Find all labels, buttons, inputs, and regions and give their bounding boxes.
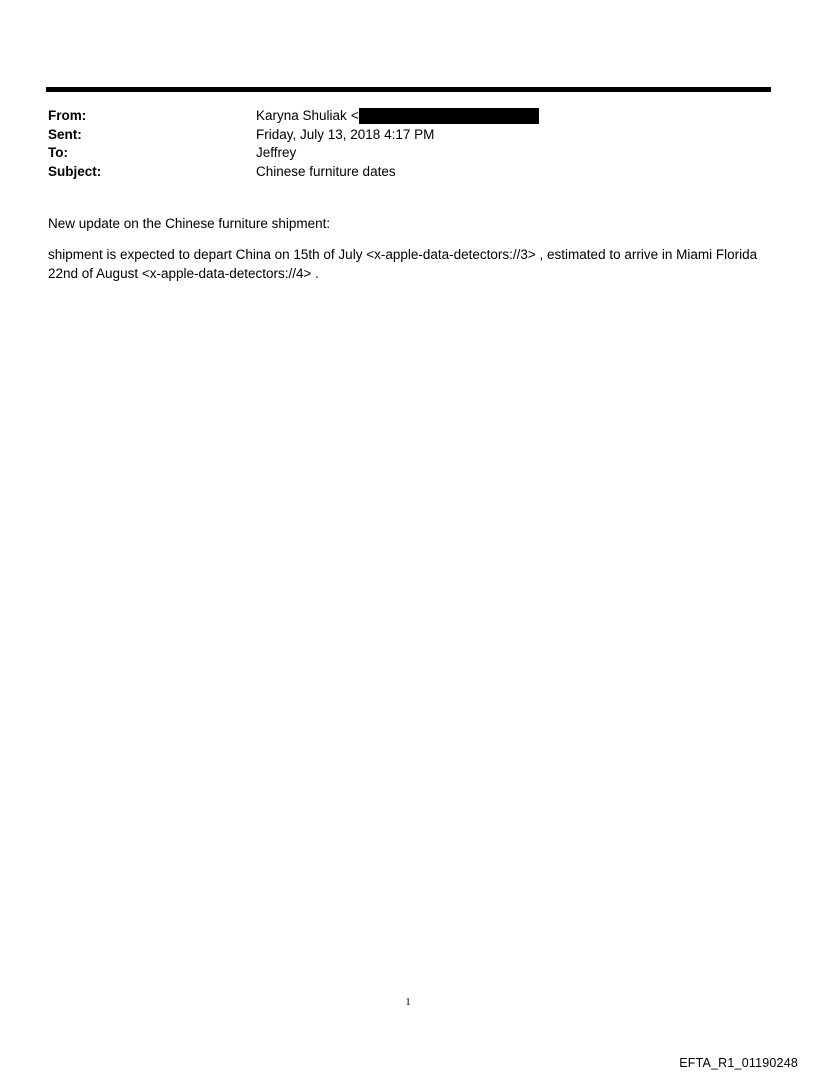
sent-label: Sent: <box>48 126 82 142</box>
body-paragraph-2: shipment is expected to depart China on 15th of July <x-apple-data-detectors://3> , estimated to arrive in Miami Florida 22nd of August <x-apple-data-detectors://4> . <box>48 247 758 281</box>
redaction-box <box>359 108 539 124</box>
to-label: To: <box>48 145 68 160</box>
subject-value: Chinese furniture dates <box>256 163 396 179</box>
from-value: Karyna Shuliak <box>256 108 347 123</box>
from-label: From: <box>48 108 87 123</box>
subject-row <box>48 163 768 182</box>
body-paragraph-1: New update on the Chinese furniture shipment: <box>48 216 331 231</box>
from-bracket: < <box>350 108 359 123</box>
to-value: Jeffrey <box>256 145 297 160</box>
email-header <box>48 107 768 181</box>
from-value-container <box>256 107 539 126</box>
subject-label: Subject: <box>48 163 102 179</box>
bates-number: EFTA_R1_01190248 <box>679 1056 798 1070</box>
from-row <box>48 107 768 126</box>
page-number: 1 <box>405 996 411 1008</box>
email-body <box>48 214 778 295</box>
sent-value: Friday, July 13, 2018 4:17 PM <box>256 126 435 142</box>
header-divider <box>46 87 771 92</box>
to-row <box>48 144 768 163</box>
sent-row <box>48 126 768 145</box>
